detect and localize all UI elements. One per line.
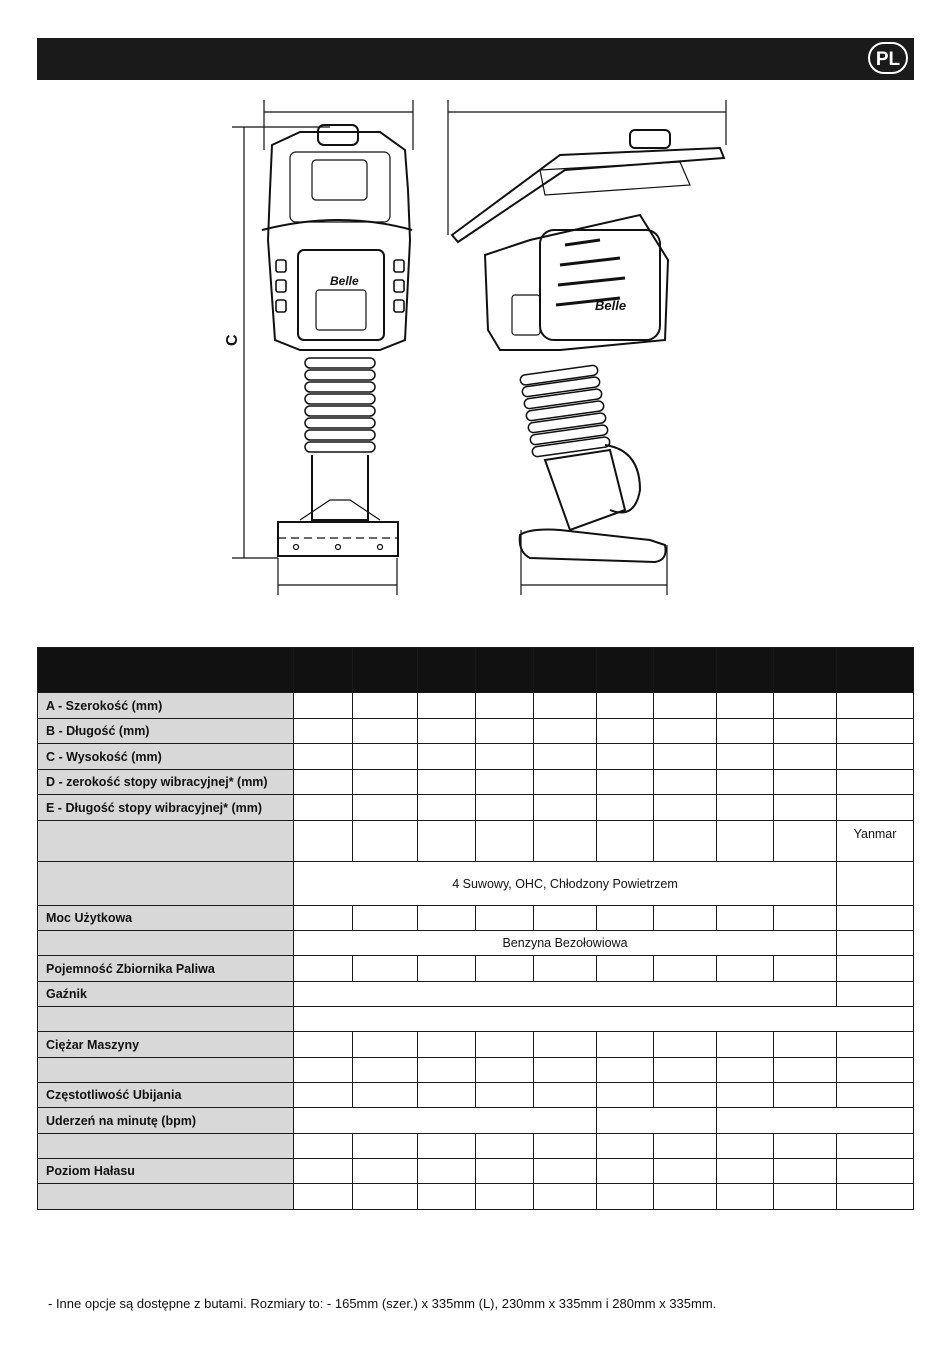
table-row [38, 1159, 914, 1184]
table-row [38, 1032, 914, 1058]
table-row [38, 982, 914, 1007]
engine-type-cell: 4 Suwowy, OHC, Chłodzony Powietrzem [294, 862, 837, 906]
row-label [38, 1184, 294, 1210]
engine-make-cell: Yanmar [837, 821, 914, 862]
table-row [38, 821, 914, 862]
table-row [38, 1108, 914, 1134]
table-row [38, 719, 914, 744]
row-label: Ciężar Maszyny [38, 1032, 294, 1058]
row-label [38, 1058, 294, 1083]
language-badge: PL [868, 42, 908, 74]
table-header-row [38, 648, 914, 693]
brand-logo-front: Belle [330, 274, 359, 288]
row-label [38, 1007, 294, 1032]
fuel-type-cell: Benzyna Bezołowiowa [294, 931, 837, 956]
table-row [38, 1134, 914, 1159]
row-label: D - zerokość stopy wibracyjnej* (mm) [38, 770, 294, 795]
row-label [38, 931, 294, 956]
table-row [38, 931, 914, 956]
row-label: E - Długość stopy wibracyjnej* (mm) [38, 795, 294, 821]
table-row [38, 1058, 914, 1083]
row-label: A - Szerokość (mm) [38, 693, 294, 719]
row-label [38, 1134, 294, 1159]
table-row [38, 956, 914, 982]
table-row [38, 744, 914, 770]
row-label [38, 821, 294, 862]
row-label: Moc Użytkowa [38, 906, 294, 931]
table-row [38, 1083, 914, 1108]
row-label: Gaźnik [38, 982, 294, 1007]
row-label [38, 862, 294, 906]
table-row [38, 770, 914, 795]
table-row [38, 906, 914, 931]
row-label: Poziom Hałasu [38, 1159, 294, 1184]
brand-logo-side: Belle [595, 298, 627, 313]
table-row [38, 795, 914, 821]
table-row [38, 1184, 914, 1210]
row-label: B - Długość (mm) [38, 719, 294, 744]
row-label: Uderzeń na minutę (bpm) [38, 1108, 294, 1134]
row-label: Pojemność Zbiornika Paliwa [38, 956, 294, 982]
row-label: C - Wysokość (mm) [38, 744, 294, 770]
table-row [38, 1007, 914, 1032]
table-row [38, 862, 914, 906]
row-label: Częstotliwość Ubijania [38, 1083, 294, 1108]
spec-table [37, 647, 914, 1210]
dimension-label-c: C [224, 334, 241, 346]
footnote: - Inne opcje są dostępne z butami. Rozmiary to: - 165mm (szer.) x 335mm (L), 230mm x 335mm i 280mm x 335mm. [48, 1296, 717, 1311]
technical-drawing [0, 90, 950, 610]
header-bar [37, 38, 914, 80]
table-row [38, 693, 914, 719]
